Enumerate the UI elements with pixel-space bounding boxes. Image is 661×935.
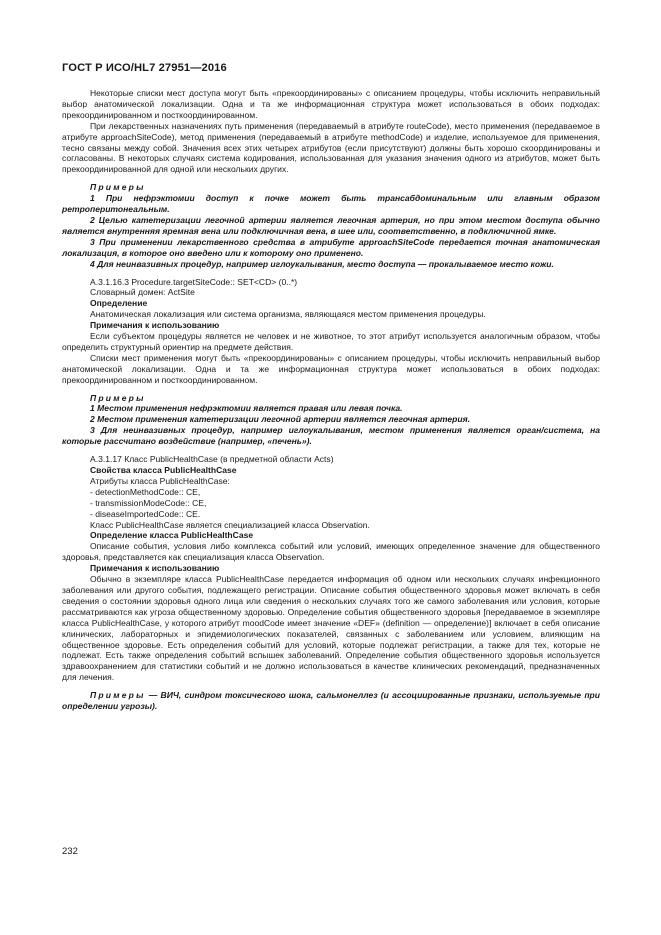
attribute-list-item: - detectionMethodCode:: CE,	[90, 486, 201, 497]
paragraph: Обычно в экземпляре класса PublicHealthCase передается информация об одном или нескольких случаях инфекционного заболевания или другого события, подлежащего регистрации. Описание события общественного здоровья может включать в себя сведения о состоянии здоровья одного лица или сведения о нескольких случаях того же самого заболевания или условия, которые рассматриваются как угроза общественному здоровью. Определение события общественного здоровья [передаваемое в экземпляре класса PublicHealthCase, у которого атрибут moodCode имеет значение «DEF» (definition — определение)] включает в себя описание клинических, лабораторных и эпидемиологических показателей, связанных с заболеванием или условием, влияющим на общественное здоровье. Есть определения событий для условий, которые подлежат регистрации, а также для тех, которые не подлежат. Есть также определения событий вспышек заболеваний. Определение события общественного здоровья используется здравоохранением для статистики событий и не должно использоваться в качестве клинических рекомендаций, предназначенных для лечения.	[62, 574, 600, 683]
section-heading: A.3.1.16.3 Procedure.targetSiteCode:: SET<CD> (0..*)	[90, 276, 298, 287]
subheading-class-definition: Определение класса PublicHealthCase	[90, 530, 254, 541]
section-heading: A.3.1.17 Класс PublicHealthCase (в предметной области Acts)	[90, 454, 334, 465]
examples-label: Примеры	[90, 690, 146, 701]
specialization-note: Класс PublicHealthCase является специализацией класса Observation.	[90, 519, 370, 530]
attribute-list-item: - diseaseImportedCode:: CE.	[90, 508, 201, 519]
vocabulary-domain: Словарный домен: ActSite	[90, 287, 195, 298]
example-item: 1 Местом применения нефрэктомии является правая или левая почка.	[90, 403, 403, 414]
example-item: 3 При применении лекарственного средства в атрибуте approachSiteCode передается точная анатомическая локализация, в которое оно введено или к которому оно применено.	[62, 236, 600, 258]
example-item: 2 Местом применения катетеризации легочной артерии является легочная артерия.	[90, 414, 471, 425]
example-item: 1 При нефрэктомии доступ к почке может быть трансабдоминальным или главным образом ретроперитонеальным.	[62, 193, 600, 215]
subheading-usage-notes: Примечания к использованию	[90, 563, 220, 574]
attributes-label: Атрибуты класса PublicHealthCase:	[90, 475, 230, 486]
paragraph: Если субъектом процедуры является не человек и не животное, то этот атрибут используется аналогичным образом, чтобы определить структурный ориентир на предмете действия.	[62, 331, 600, 352]
example-item: 3 Для неинвазивных процедур, например иглоукалывания, местом применения является орган/система, на которые рассчитано воздействие (например, «печень»).	[62, 425, 600, 447]
paragraph: Некоторые списки мест доступа могут быть «прекоординированы» с описанием процедуры, чтобы исключить неправильный выбор анатомической локализации. Одна и та же информационная структура может использоваться в обоих подходах: прекоординированном и посткоординированном.	[62, 88, 600, 120]
page-content	[62, 88, 600, 712]
examples-heading: Примеры	[90, 182, 146, 193]
paragraph: При лекарственных назначениях путь применения (передаваемый в атрибуте routeCode), место применения (передаваемое в атрибуте approachSiteCode), метод применения (передаваемый в атрибуте methodCode) и изделие, используемое для применения, тесно связаны между собой. Значения всех этих четырех атрибутов (если присутствуют) должны быть хорошо скоординированы и согласованы. В некоторых случаях система кодирования, использованная для указания значения одного из атрибутов, может быть прекоординированной для одной или нескольких других.	[62, 120, 600, 175]
examples-inline	[62, 690, 600, 712]
subheading-class-properties: Свойства класса PublicHealthCase	[90, 465, 237, 475]
examples-inline-text: — ВИЧ, синдром токсического шока, сальмонеллез (и ассоциированные признаки, используемые при определении угрозы).	[62, 690, 600, 712]
definition-text: Анатомическая локализация или система организма, являющаяся местом применения процедуры.	[90, 309, 486, 320]
page-number: 232	[62, 846, 78, 857]
subheading-definition: Определение	[90, 298, 148, 309]
paragraph: Списки мест применения могут быть «прекоординированы» с описанием процедуры, чтобы исключить неправильный выбор анатомической локализации. Одна и та же информационная структура может использоваться в обоих подходах: прекоординированном и посткоординированном.	[62, 352, 600, 385]
examples-heading: Примеры	[90, 392, 146, 403]
subheading-usage-notes: Примечания к использованию	[90, 320, 220, 331]
example-item: 2 Целью катетеризации легочной артерии является легочная артерия, но при этом местом доступа обычно является внутренняя яремная вена или подключичная вена, в шее или, соответственно, в подключичной ямке.	[62, 214, 600, 236]
page-header: ГОСТ Р ИСО/HL7 27951—2016	[62, 62, 227, 74]
attribute-list-item: - transmissionModeCode:: CE,	[90, 497, 207, 508]
paragraph: Описание события, условия либо комплекса событий или условий, имеющих определенное значение для общественного здоровья, представляется как специализация класса Observation.	[62, 541, 600, 563]
example-item: 4 Для неинвазивных процедур, например иглоукалывания, место доступа — прокалываемое место кожи.	[90, 258, 554, 269]
